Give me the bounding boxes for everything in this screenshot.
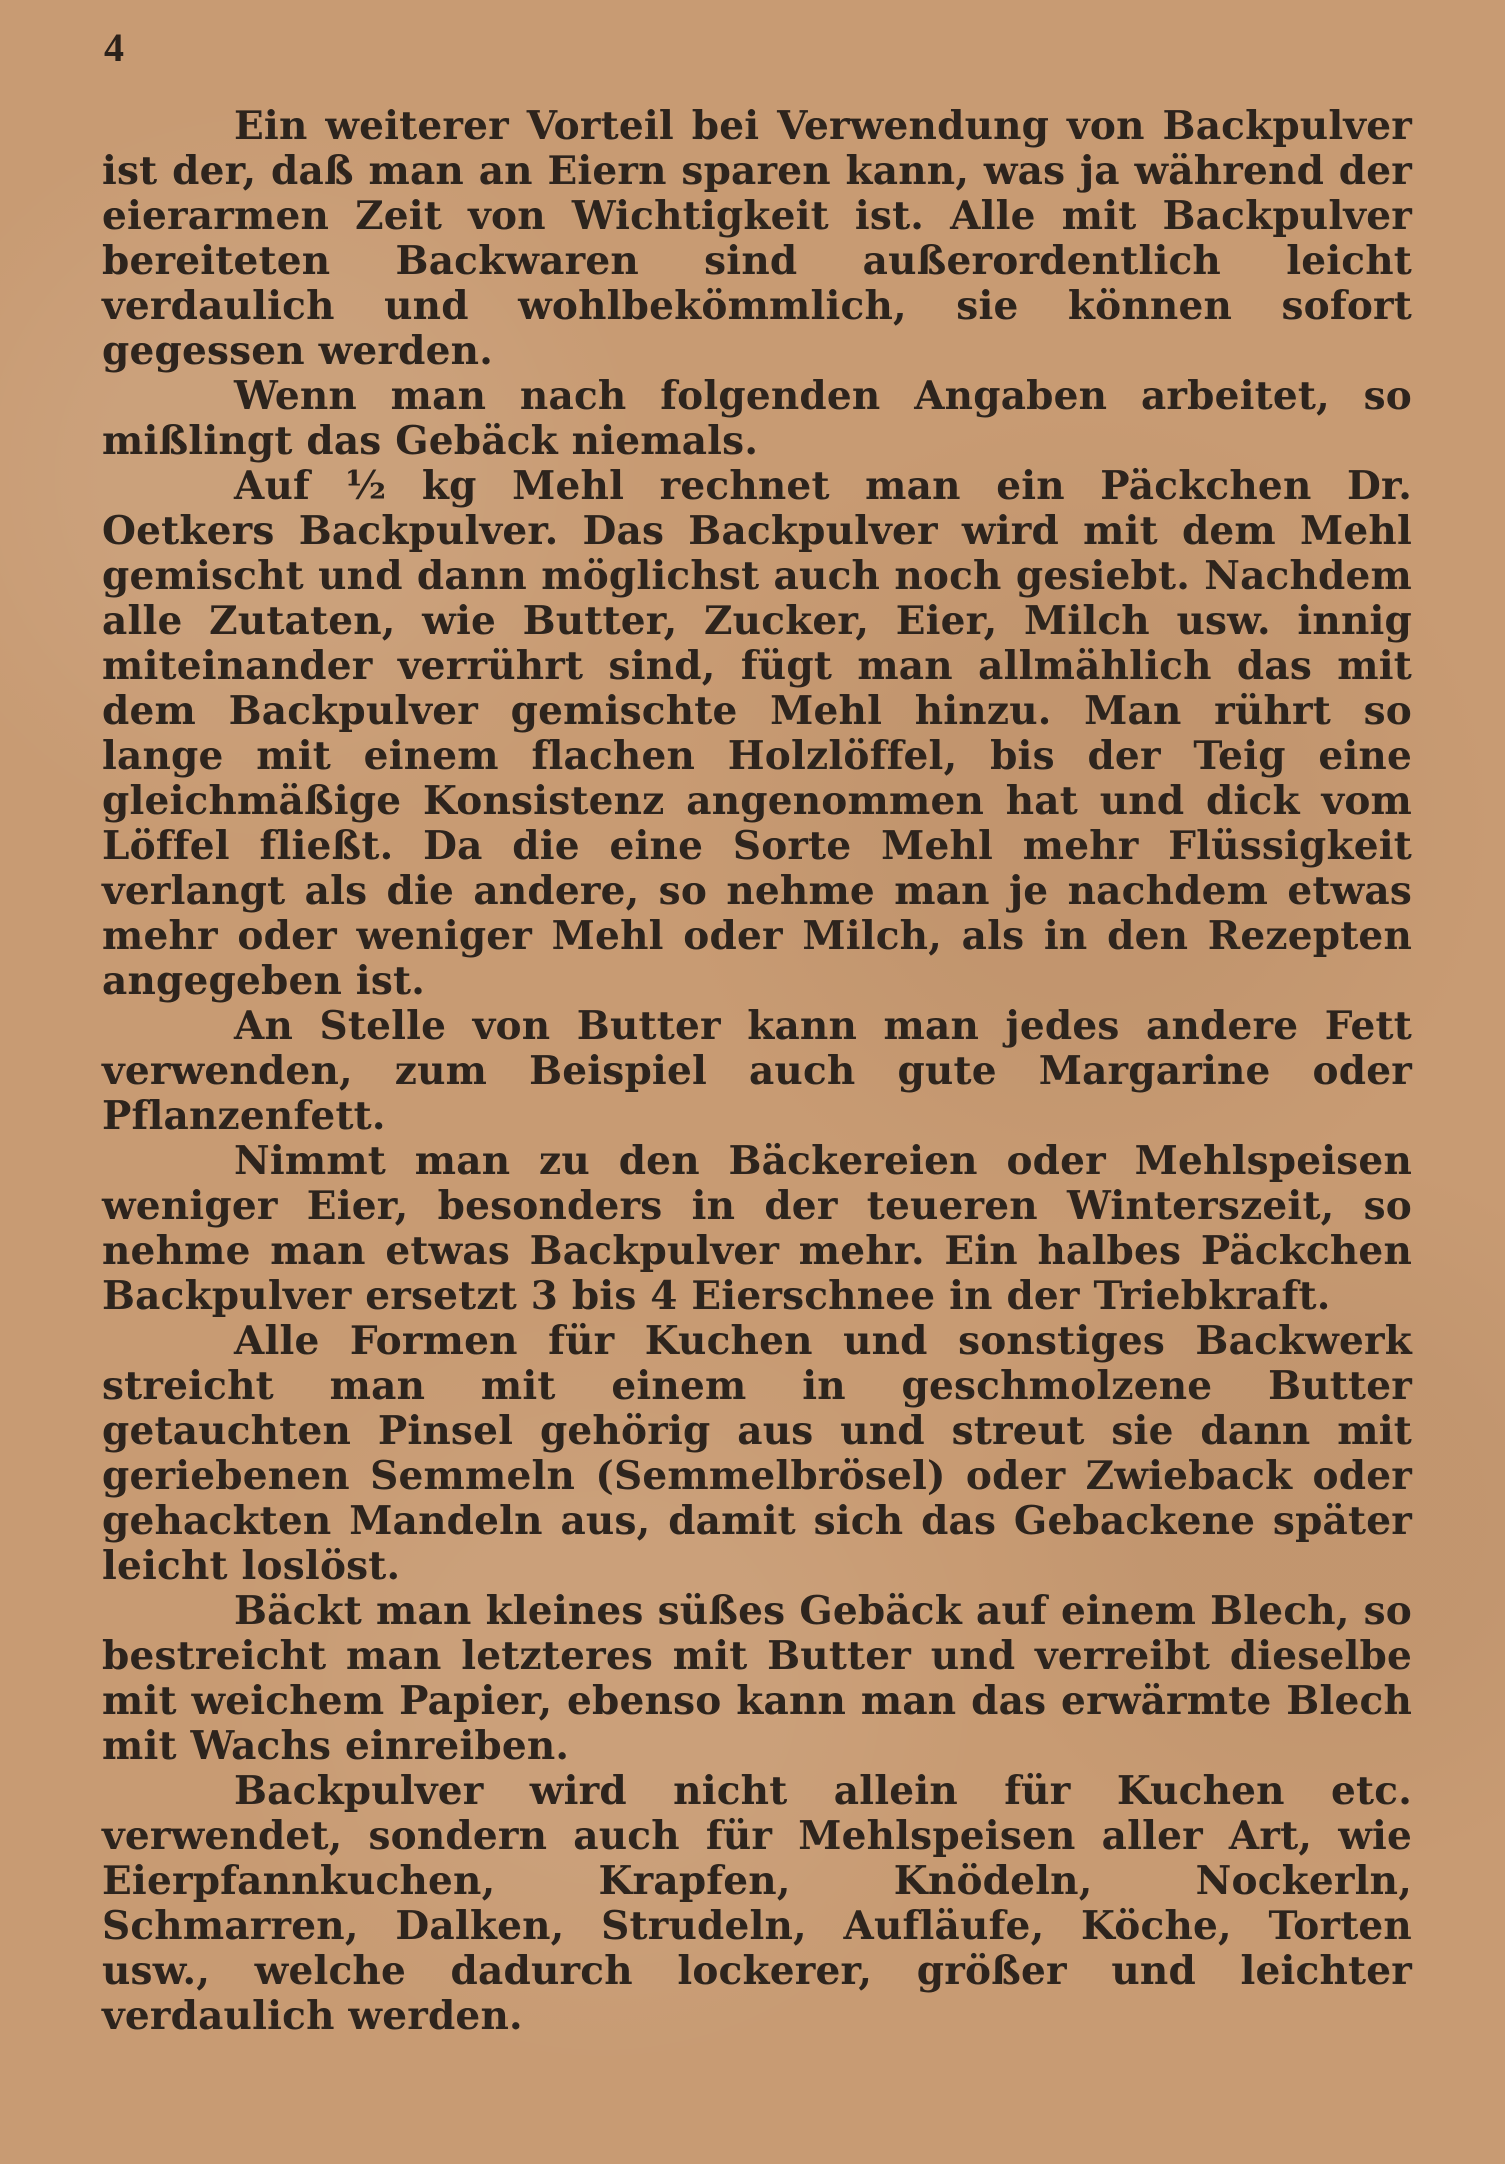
body-text bbox=[102, 104, 1412, 2039]
paragraph-advantage: Ein weiterer Vorteil bei Verwendung von Backpulver ist der, daß man an Eiern sparen kann, was ja während der eierarmen Zeit von Wichtigkeit ist. Alle mit Backpulver bereiteten Backwaren sind außerordentlich leicht verdaulich und wohlbekömmlich, sie können sofort gegessen werden. bbox=[102, 103, 1412, 374]
paragraph-baking-sheet: Bäckt man kleines süßes Gebäck auf einem Blech, so bestreicht man letzteres mit Butter und verreibt dieselbe mit weichem Papier, ebenso kann man das erwärmte Blech mit Wachs einreiben. bbox=[102, 1588, 1412, 1769]
paragraph-instructions-intro: Wenn man nach folgenden Angaben arbeitet, so mißlingt das Gebäck niemals. bbox=[102, 373, 1412, 464]
paragraph-other-uses: Backpulver wird nicht allein für Kuchen etc. verwendet, sondern auch für Mehlspeisen aller Art, wie Eierpfannkuchen, Krapfen, Knödeln, Nockerln, Schmarren, Dalken, Strudeln, Aufläufe, Köche, Torten usw., welche dadurch lockerer, größer und leichter verdaulich werden. bbox=[102, 1768, 1412, 2039]
paragraph-butter-substitute: An Stelle von Butter kann man jedes andere Fett verwenden, zum Beispiel auch gute Margarine oder Pflanzenfett. bbox=[102, 1003, 1412, 1139]
paragraph-fewer-eggs: Nimmt man zu den Bäckereien oder Mehlspeisen weniger Eier, besonders in der teueren Winterszeit, so nehme man etwas Backpulver mehr. Ein halbes Päckchen Backpulver ersetzt 3 bis 4 Eierschnee in der Triebkraft. bbox=[102, 1138, 1412, 1319]
paragraph-mixing-method: Auf ½ kg Mehl rechnet man ein Päckchen Dr. Oetkers Backpulver. Das Backpulver wird mit dem Mehl gemischt und dann möglichst auch noch gesiebt. Nachdem alle Zutaten, wie Butter, Zucker, Eier, Milch usw. innig miteinander verrührt sind, fügt man allmählich das mit dem Backpulver gemischte Mehl hinzu. Man rührt so lange mit einem flachen Holzlöffel, bis der Teig eine gleichmäßige Konsistenz angenommen hat und dick vom Löffel fließt. Da die eine Sorte Mehl mehr Flüssigkeit verlangt als die andere, so nehme man je nachdem etwas mehr oder weniger Mehl oder Milch, als in den Rezepten angegeben ist. bbox=[102, 463, 1412, 1004]
page-number: 4 bbox=[104, 25, 124, 70]
paragraph-baking-forms: Alle Formen für Kuchen und sonstiges Backwerk streicht man mit einem in geschmolzene Butter getauchten Pinsel gehörig aus und streut sie dann mit geriebenen Semmeln (Semmelbrösel) oder Zwieback oder gehackten Mandeln aus, damit sich das Gebackene später leicht loslöst. bbox=[102, 1318, 1412, 1589]
